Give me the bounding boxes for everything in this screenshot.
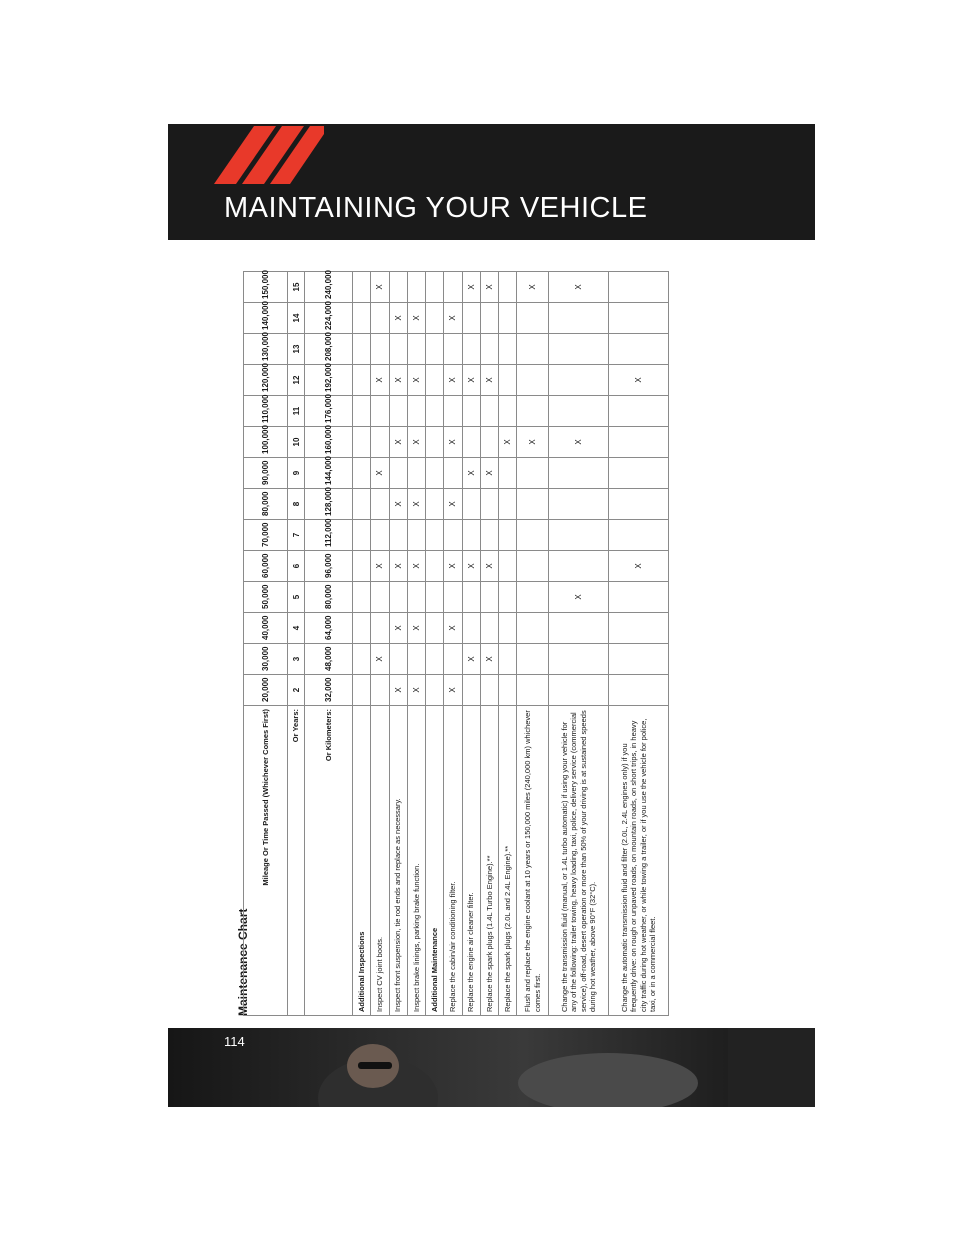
interval-mark — [426, 613, 444, 644]
header-value: 150,000 — [244, 272, 288, 303]
table-row — [499, 272, 517, 1016]
interval-mark: X — [407, 613, 425, 644]
section-title: MAINTAINING YOUR VEHICLE — [224, 192, 648, 224]
interval-mark — [609, 427, 669, 458]
interval-mark — [549, 458, 609, 489]
interval-mark — [480, 334, 498, 365]
task-label: Replace the cabin/air conditioning filter. — [444, 706, 462, 1016]
header-value: 80,000 — [305, 582, 353, 613]
interval-mark — [371, 396, 389, 427]
interval-mark — [462, 489, 480, 520]
interval-mark — [462, 334, 480, 365]
interval-mark — [407, 582, 425, 613]
header-value: 100,000 — [244, 427, 288, 458]
interval-mark — [353, 644, 371, 675]
header-value: 15 — [288, 272, 305, 303]
header-value: 50,000 — [244, 582, 288, 613]
interval-mark — [407, 520, 425, 551]
header-value: 2 — [288, 675, 305, 706]
interval-mark — [371, 675, 389, 706]
interval-mark — [389, 458, 407, 489]
header-value: 7 — [288, 520, 305, 551]
header-value: 30,000 — [244, 644, 288, 675]
interval-mark — [609, 272, 669, 303]
interval-mark — [549, 613, 609, 644]
interval-mark — [549, 520, 609, 551]
interval-mark — [426, 303, 444, 334]
interval-mark: X — [549, 272, 609, 303]
header-value: 120,000 — [244, 365, 288, 396]
interval-mark — [426, 520, 444, 551]
interval-mark — [549, 644, 609, 675]
maintenance-table — [243, 271, 669, 1016]
interval-mark — [426, 582, 444, 613]
interval-mark: X — [389, 365, 407, 396]
interval-mark — [371, 520, 389, 551]
interval-mark — [517, 644, 549, 675]
interval-mark — [426, 644, 444, 675]
interval-mark: X — [462, 272, 480, 303]
table-row — [407, 272, 425, 1016]
header-row — [244, 272, 288, 1016]
interval-mark — [462, 396, 480, 427]
interval-mark: X — [407, 365, 425, 396]
interval-mark — [389, 582, 407, 613]
task-label: Inspect front suspension, tie rod ends and replace as necessary. — [389, 706, 407, 1016]
interval-mark: X — [407, 427, 425, 458]
interval-mark — [517, 582, 549, 613]
interval-mark — [371, 334, 389, 365]
header-value: 80,000 — [244, 489, 288, 520]
interval-mark — [426, 365, 444, 396]
interval-mark — [371, 613, 389, 644]
interval-mark: X — [480, 551, 498, 582]
header-value: 160,000 — [305, 427, 353, 458]
interval-mark — [462, 675, 480, 706]
header-value: 110,000 — [244, 396, 288, 427]
header-value: 9 — [288, 458, 305, 489]
interval-mark — [499, 396, 517, 427]
interval-mark — [499, 675, 517, 706]
header-value: 3 — [288, 644, 305, 675]
header-value: 12 — [288, 365, 305, 396]
interval-mark — [353, 675, 371, 706]
interval-mark — [389, 520, 407, 551]
table-row — [462, 272, 480, 1016]
interval-mark — [426, 427, 444, 458]
interval-mark: X — [609, 551, 669, 582]
interval-mark — [549, 551, 609, 582]
interval-mark — [517, 396, 549, 427]
interval-mark — [517, 613, 549, 644]
interval-mark — [353, 520, 371, 551]
driver-photo-image — [168, 1028, 815, 1107]
task-label: Replace the spark plugs (2.0L and 2.4L Engine).** — [499, 706, 517, 1016]
interval-mark — [609, 613, 669, 644]
task-label: Inspect CV joint boots. — [371, 706, 389, 1016]
interval-mark — [609, 489, 669, 520]
interval-mark — [371, 427, 389, 458]
interval-mark: X — [407, 675, 425, 706]
interval-mark — [549, 334, 609, 365]
interval-mark: X — [444, 613, 462, 644]
interval-mark — [609, 644, 669, 675]
section-label: Additional Inspections — [353, 706, 371, 1016]
interval-mark — [353, 272, 371, 303]
interval-mark: X — [444, 303, 462, 334]
interval-mark — [517, 458, 549, 489]
header-value: 70,000 — [244, 520, 288, 551]
interval-mark — [480, 582, 498, 613]
interval-mark — [480, 303, 498, 334]
interval-mark — [499, 582, 517, 613]
interval-mark — [444, 334, 462, 365]
interval-mark: X — [462, 365, 480, 396]
table-row — [609, 272, 669, 1016]
interval-mark — [517, 489, 549, 520]
interval-mark: X — [444, 365, 462, 396]
interval-mark — [609, 303, 669, 334]
interval-mark — [426, 489, 444, 520]
page-number: 114 — [224, 1034, 245, 1049]
table-row — [517, 272, 549, 1016]
interval-mark — [444, 272, 462, 303]
interval-mark: X — [407, 303, 425, 334]
interval-mark: X — [444, 427, 462, 458]
task-label: Replace the spark plugs (1.4L Turbo Engine).** — [480, 706, 498, 1016]
interval-mark — [499, 303, 517, 334]
interval-mark — [389, 334, 407, 365]
interval-mark — [499, 365, 517, 396]
interval-mark: X — [389, 303, 407, 334]
interval-mark — [549, 303, 609, 334]
interval-mark: X — [407, 551, 425, 582]
interval-mark — [353, 582, 371, 613]
interval-mark — [371, 582, 389, 613]
section-label: Additional Maintenance — [426, 706, 444, 1016]
interval-mark — [353, 303, 371, 334]
interval-mark — [371, 489, 389, 520]
interval-mark — [353, 551, 371, 582]
maintenance-table-container — [243, 271, 669, 1016]
interval-mark — [407, 458, 425, 489]
header-value: 64,000 — [305, 613, 353, 644]
interval-mark: X — [444, 551, 462, 582]
header-value: 130,000 — [244, 334, 288, 365]
header-value: 176,000 — [305, 396, 353, 427]
header-value: 90,000 — [244, 458, 288, 489]
interval-mark — [480, 520, 498, 551]
interval-mark — [480, 489, 498, 520]
interval-mark: X — [480, 365, 498, 396]
task-label: Flush and replace the engine coolant at 10 years or 150,000 miles (240,000 km) whichever comes first. — [517, 706, 549, 1016]
interval-mark — [609, 396, 669, 427]
interval-mark: X — [462, 458, 480, 489]
interval-mark: X — [389, 489, 407, 520]
task-label: Change the automatic transmission fluid and filter (2.0L, 2.4L engines only) if you frequently drive: on rough or unpaved roads, on mountain roads, on short trips, in heavy city traffic during hot weather, or while towing a trailer, or if you use the vehicle for police, taxi, or in a commercial fleet. — [609, 706, 669, 1016]
interval-mark — [389, 396, 407, 427]
header-value: 128,000 — [305, 489, 353, 520]
interval-mark: X — [462, 551, 480, 582]
header-value: 60,000 — [244, 551, 288, 582]
interval-mark — [499, 458, 517, 489]
interval-mark — [462, 427, 480, 458]
interval-mark — [517, 675, 549, 706]
interval-mark — [609, 582, 669, 613]
interval-mark — [517, 365, 549, 396]
header-value: 40,000 — [244, 613, 288, 644]
header-value: 14 — [288, 303, 305, 334]
interval-mark: X — [389, 675, 407, 706]
interval-mark — [517, 303, 549, 334]
table-row — [549, 272, 609, 1016]
interval-mark — [353, 613, 371, 644]
interval-mark — [499, 334, 517, 365]
interval-mark — [517, 334, 549, 365]
header-row — [288, 272, 305, 1016]
interval-mark — [517, 520, 549, 551]
header-value: 144,000 — [305, 458, 353, 489]
interval-mark — [499, 489, 517, 520]
table-row — [480, 272, 498, 1016]
chart-title: Maintenance Chart — [236, 908, 250, 1016]
header-value: 48,000 — [305, 644, 353, 675]
interval-mark — [407, 396, 425, 427]
interval-mark: X — [389, 551, 407, 582]
header-label: Mileage Or Time Passed (Whichever Comes First) — [244, 706, 288, 1016]
header-value: 192,000 — [305, 365, 353, 396]
header-value: 11 — [288, 396, 305, 427]
task-label: Replace the engine air cleaner filter. — [462, 706, 480, 1016]
interval-mark — [549, 675, 609, 706]
interval-mark: X — [371, 365, 389, 396]
interval-mark — [371, 303, 389, 334]
header-label: Or Kilometers: — [305, 706, 353, 1016]
header-value: 10 — [288, 427, 305, 458]
interval-mark — [389, 644, 407, 675]
interval-mark: X — [517, 272, 549, 303]
table-row — [371, 272, 389, 1016]
interval-mark — [609, 334, 669, 365]
table-row — [444, 272, 462, 1016]
table-row — [389, 272, 407, 1016]
interval-mark — [480, 613, 498, 644]
interval-mark: X — [371, 458, 389, 489]
footer-photo — [168, 1028, 815, 1107]
interval-mark — [609, 520, 669, 551]
header-row — [305, 272, 353, 1016]
header-value: 32,000 — [305, 675, 353, 706]
interval-mark — [549, 365, 609, 396]
interval-mark — [353, 427, 371, 458]
task-label: Inspect brake linings, parking brake function. — [407, 706, 425, 1016]
interval-mark — [353, 334, 371, 365]
interval-mark — [353, 365, 371, 396]
brand-stripes-logo — [214, 126, 324, 186]
interval-mark — [462, 582, 480, 613]
interval-mark: X — [549, 582, 609, 613]
interval-mark — [609, 458, 669, 489]
interval-mark — [444, 396, 462, 427]
interval-mark — [389, 272, 407, 303]
interval-mark: X — [549, 427, 609, 458]
header-value: 4 — [288, 613, 305, 644]
interval-mark: X — [480, 644, 498, 675]
interval-mark: X — [499, 427, 517, 458]
interval-mark — [609, 675, 669, 706]
interval-mark: X — [480, 272, 498, 303]
interval-mark — [426, 551, 444, 582]
interval-mark: X — [517, 427, 549, 458]
section-row — [426, 272, 444, 1016]
interval-mark — [444, 582, 462, 613]
interval-mark — [499, 551, 517, 582]
header-value: 20,000 — [244, 675, 288, 706]
interval-mark — [444, 458, 462, 489]
interval-mark — [353, 396, 371, 427]
interval-mark — [462, 613, 480, 644]
interval-mark — [462, 303, 480, 334]
interval-mark — [353, 458, 371, 489]
interval-mark — [426, 396, 444, 427]
header-value: 224,000 — [305, 303, 353, 334]
interval-mark — [353, 489, 371, 520]
header-label: Or Years: — [288, 706, 305, 1016]
header-value: 208,000 — [305, 334, 353, 365]
interval-mark: X — [462, 644, 480, 675]
header-value: 240,000 — [305, 272, 353, 303]
interval-mark — [499, 520, 517, 551]
interval-mark: X — [480, 458, 498, 489]
header-value: 6 — [288, 551, 305, 582]
header-value: 13 — [288, 334, 305, 365]
interval-mark — [499, 272, 517, 303]
interval-mark — [426, 458, 444, 489]
interval-mark — [444, 520, 462, 551]
interval-mark — [480, 396, 498, 427]
interval-mark — [480, 675, 498, 706]
header-value: 140,000 — [244, 303, 288, 334]
interval-mark: X — [444, 489, 462, 520]
interval-mark: X — [389, 427, 407, 458]
interval-mark: X — [371, 272, 389, 303]
interval-mark — [549, 396, 609, 427]
interval-mark — [426, 675, 444, 706]
interval-mark: X — [389, 613, 407, 644]
interval-mark — [444, 644, 462, 675]
interval-mark — [426, 334, 444, 365]
interval-mark — [407, 644, 425, 675]
interval-mark — [499, 613, 517, 644]
header-value: 96,000 — [305, 551, 353, 582]
header-value: 5 — [288, 582, 305, 613]
interval-mark — [499, 644, 517, 675]
interval-mark — [426, 272, 444, 303]
header-value: 8 — [288, 489, 305, 520]
section-row — [353, 272, 371, 1016]
interval-mark: X — [407, 489, 425, 520]
interval-mark — [480, 427, 498, 458]
interval-mark — [549, 489, 609, 520]
interval-mark — [462, 520, 480, 551]
header-value: 112,000 — [305, 520, 353, 551]
interval-mark: X — [444, 675, 462, 706]
interval-mark: X — [371, 551, 389, 582]
interval-mark — [407, 272, 425, 303]
task-label: Change the transmission fluid (manual, or 1.4L turbo automatic) if using your vehicle for any of the following: trailer towing, heavy loading, taxi, police, delivery service (commercial service), off-road, desert operation or more than 50% of your driving is at sustained speeds during hot weather, above 90°F (32°C). — [549, 706, 609, 1016]
interval-mark: X — [371, 644, 389, 675]
interval-mark — [517, 551, 549, 582]
interval-mark — [407, 334, 425, 365]
interval-mark: X — [609, 365, 669, 396]
